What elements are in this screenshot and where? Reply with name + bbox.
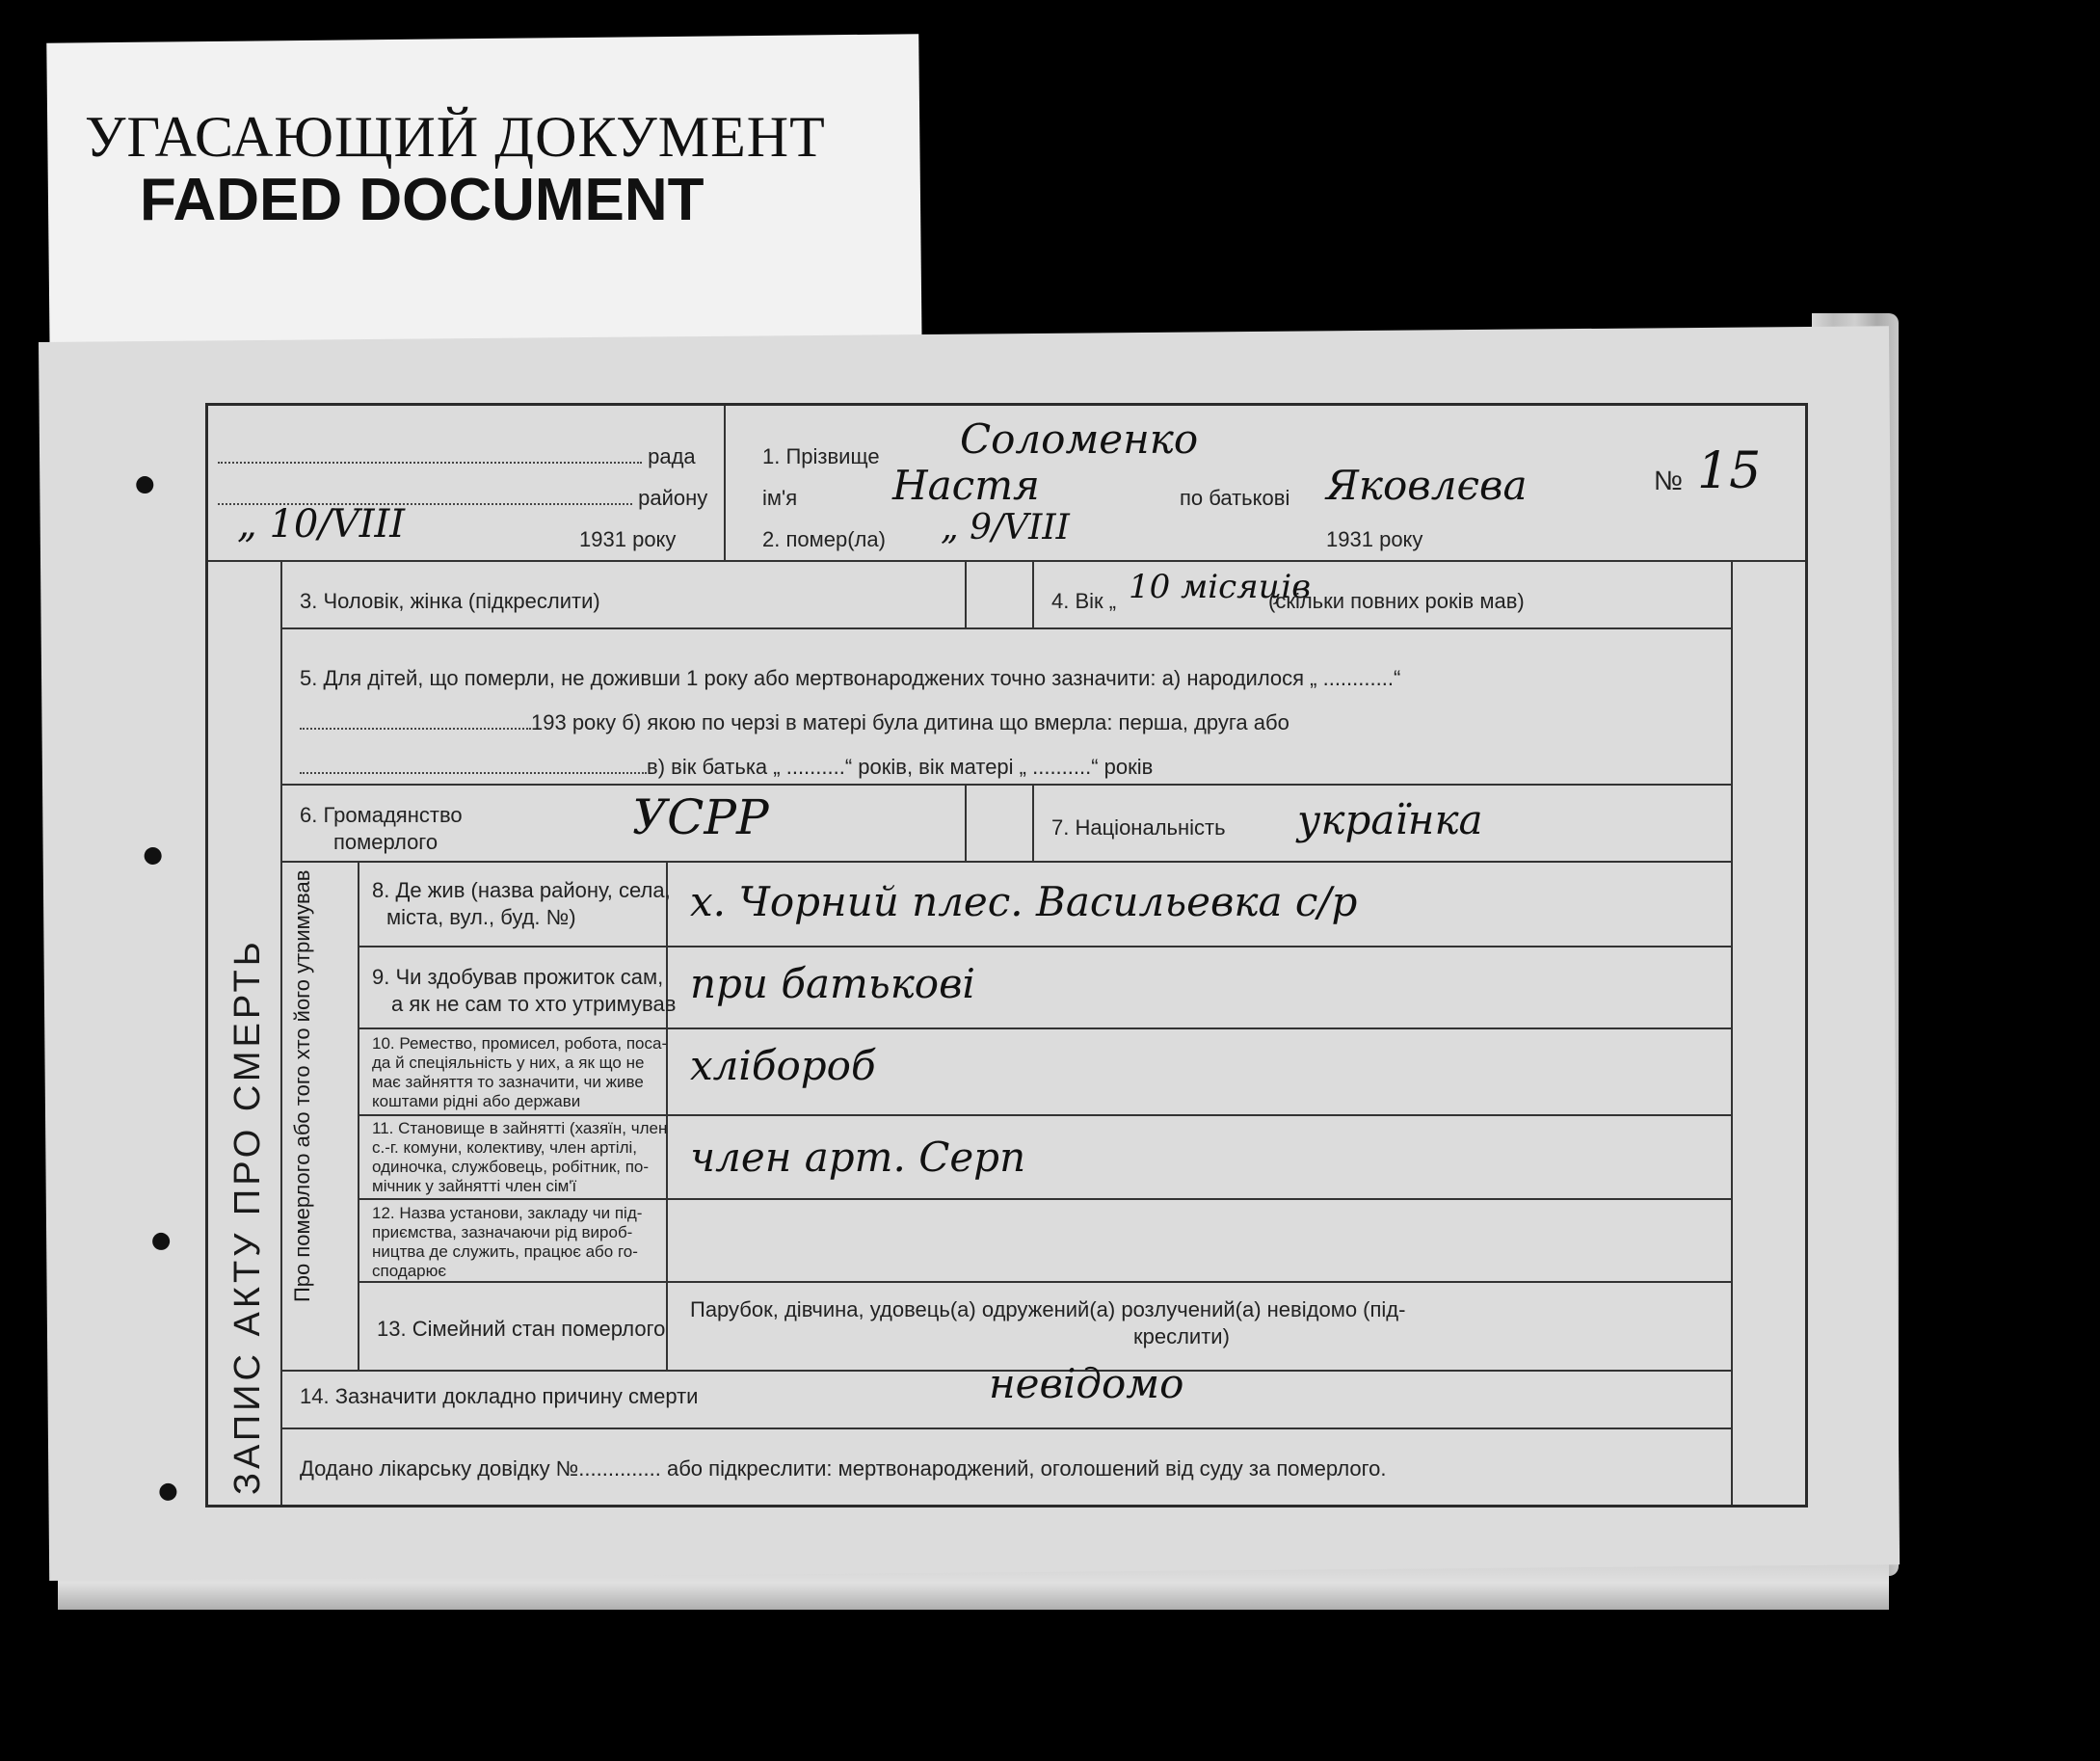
cause-of-death-value: невідомо: [989, 1360, 1184, 1407]
infant-line-3: в) вік батька „ ..........“ років, вік матері „ ..........“ років: [647, 755, 1154, 779]
nationality-label: 7. Національність: [1051, 815, 1226, 840]
livelihood-value: при батькові: [690, 960, 975, 1007]
occupation-value: хлібороб: [690, 1042, 876, 1089]
registration-date: „ 10/VIII: [237, 502, 406, 547]
livelihood-label: 9. Чи здобував прожиток сам,: [372, 965, 664, 989]
employment-status-value: член арт. Серп: [690, 1134, 1026, 1181]
surname-value: Соломенко: [960, 415, 1199, 463]
rayon-label: району: [638, 486, 708, 510]
infant-line-2: 193 року б) якою по черзі в матері була дитина що вмерла: перша, друга або: [531, 710, 1289, 734]
marital-status-options: Парубок, дівчина, удовець(а) одружений(а) розлучений(а) невідомо (під-: [690, 1297, 1406, 1321]
marital-status-label: 13. Сімейний стан померлого: [377, 1317, 666, 1341]
died-label: 2. помер(ла): [762, 527, 886, 551]
institution-label: 12. Назва установи, закладу чи під-: [372, 1204, 643, 1222]
name-value: Настя: [892, 462, 1040, 509]
cause-of-death-label: 14. Зазначити докладно причину смерти: [300, 1384, 699, 1408]
age-note: (скільки повних років мав): [1268, 589, 1525, 613]
patronymic-value: Яковлєва: [1326, 462, 1528, 509]
death-date: „ 9/VIII: [941, 508, 1070, 547]
patronymic-label: по батькові: [1180, 486, 1290, 510]
punch-hole: [145, 847, 162, 865]
death-record-form: рада району „ 10/VIII 1931 року 1. Прізвище Соломенко ім'я Настя по батькові Яковлєва 2. помер(ла) „ 9/VIII 1931 року № 15 ЗАПИС АКТУ ПРО СМЕРТЬ 3. Чоловік, жінка (підкреслити) 4. Вік „ 10 місяців (скільки повних років мав) 5. Для дітей, що померли, не доживши 1 року або мертвонароджених точно зазначити: а) народилося „ ............“ 193 року б) якою по черзі в матері була дитина що вмерла: перша, друга або в) вік батька „ ..........“ років, вік матері „ ..........“ років 6. Громадянство померлого УСРР 7. Національність українка 8. Де жив (назва району, села, міста, вул., буд. №) х. Чорний плес. Васильевка с/р 9. Чи здобував прожиток сам, а як не сам то хто утримував при батькові 10. Ремество, промисел, робота, поса- да й спеціяльність у них, а як що не має зайняття то зазначити, чи живе коштами рідні або держави хлібороб 11. Становище в зайнятті (хазяїн, член с.-г. комуни, колективу, член артілі, одиночка, службовець, робітник, по- мічник у зайнятті член сім'ї член арт. Серп 12. Назва установи, закладу чи під- приємства, зазначаючи рід вироб- ництва де служить, працює або го- сподарює 13. Сімейний стан померлого Парубок, дівчина, удовець(а) одружений(а) розлучений(а) невідомо (під- креслити) Про померлого або того хто його утримував 14. Зазначити докладно причину смерти невідомо Додано лікарську довідку №.............. або підкреслити: мертвонароджений, оголошений від суду за померлого.: [205, 403, 1808, 1508]
age-label: 4. Вік „: [1051, 589, 1117, 613]
punch-hole: [159, 1483, 176, 1501]
punch-hole: [136, 476, 153, 494]
surname-label: 1. Прізвище: [762, 444, 880, 468]
record-number: 15: [1697, 442, 1762, 500]
residence-value: х. Чорний плес. Васильевка с/р: [690, 878, 1358, 925]
nationality-value: українка: [1297, 796, 1483, 843]
number-label: №: [1654, 466, 1684, 495]
rada-label: рада: [648, 444, 696, 468]
death-year: 1931: [1326, 527, 1373, 551]
sex-label: 3. Чоловік, жінка (підкреслити): [300, 589, 600, 613]
age-value: 10 місяців: [1129, 568, 1312, 606]
side-band: [208, 579, 282, 1505]
citizenship-label: 6. Громадянство: [300, 803, 463, 827]
occupation-label: 10. Ремество, промисел, робота, поса-: [372, 1034, 668, 1053]
side-title: ЗАПИС АКТУ ПРО СМЕРТЬ: [227, 938, 268, 1495]
stamp-en: FADED DOCUMENT: [140, 167, 704, 233]
stamp-ru: УГАСАЮЩИЙ ДОКУМЕНТ: [85, 105, 826, 169]
registration-year: 1931: [579, 527, 626, 551]
footer-note: Додано лікарську довідку №.............. або підкреслити: мертвонароджений, оголошений від суду за померлого.: [300, 1456, 1387, 1481]
name-label: ім'я: [762, 486, 798, 510]
punch-hole: [152, 1233, 170, 1250]
side-subtitle: Про померлого або того хто його утримував: [290, 869, 314, 1302]
infant-line-1: 5. Для дітей, що померли, не доживши 1 року або мертвонароджених точно зазначити: а) народилося „ ............“: [300, 666, 1401, 690]
citizenship-value: УСРР: [632, 789, 769, 845]
residence-label: 8. Де жив (назва району, села,: [372, 878, 671, 902]
employment-status-label: 11. Становище в зайнятті (хазяїн, член: [372, 1119, 668, 1137]
